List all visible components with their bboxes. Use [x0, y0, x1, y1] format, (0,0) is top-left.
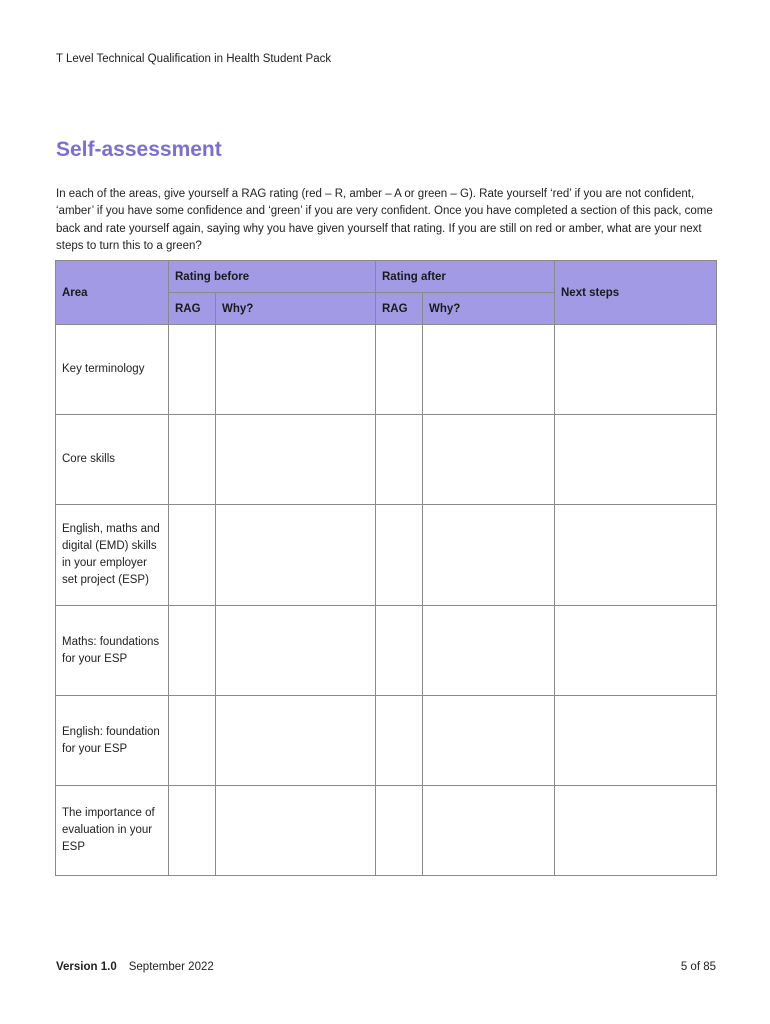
page-number: 5 of 85: [680, 961, 716, 973]
row-area-label: Key terminology: [56, 325, 169, 415]
next-steps-cell: [555, 786, 717, 876]
row-area-label: The importance of evaluation in your ESP: [56, 786, 169, 876]
row-area-label: Core skills: [56, 415, 169, 505]
why-after-cell: [423, 415, 555, 505]
why-before-cell: [216, 606, 376, 696]
header-rag-before: RAG: [169, 293, 216, 325]
header-rating-after: Rating after: [376, 261, 555, 293]
table-row: [56, 786, 717, 876]
rag-before-cell: [169, 415, 216, 505]
rag-after-cell: [376, 505, 423, 606]
self-assessment-table: [55, 260, 717, 876]
header-rag-after: RAG: [376, 293, 423, 325]
why-before-cell: [216, 696, 376, 786]
table-row: [56, 606, 717, 696]
row-area-label: English, maths and digital (EMD) skills in your employer set project (ESP): [56, 505, 169, 606]
rag-before-cell: [169, 606, 216, 696]
rag-before-cell: [169, 505, 216, 606]
footer-date: September 2022: [128, 961, 214, 973]
why-before-cell: [216, 325, 376, 415]
intro-paragraph: In each of the areas, give yourself a RAG rating (red – R, amber – A or green – G). Rate yourself ‘red’ if you are not confident, ‘amber’ if you have some confidence and ‘green’ if you are very confident. Once you have completed a section of this pack, come back and rate yourself again, saying why you have given yourself that rating. If you are still on red or amber, what are your next steps to turn this to a green?: [56, 188, 713, 252]
table-row: [56, 505, 717, 606]
page-footer: [56, 961, 716, 973]
header-why-after: Why?: [423, 293, 555, 325]
why-after-cell: [423, 505, 555, 606]
running-header: T Level Technical Qualification in Health Student Pack: [56, 53, 332, 65]
table-row: [56, 696, 717, 786]
why-after-cell: [423, 325, 555, 415]
rag-after-cell: [376, 606, 423, 696]
rag-before-cell: [169, 786, 216, 876]
rag-after-cell: [376, 696, 423, 786]
rag-before-cell: [169, 325, 216, 415]
next-steps-cell: [555, 606, 717, 696]
header-why-before: Why?: [216, 293, 376, 325]
next-steps-cell: [555, 325, 717, 415]
header-area: Area: [56, 261, 169, 325]
next-steps-cell: [555, 415, 717, 505]
rag-before-cell: [169, 696, 216, 786]
rag-after-cell: [376, 325, 423, 415]
table-row: [56, 325, 717, 415]
header-rating-before: Rating before: [169, 261, 376, 293]
rag-after-cell: [376, 415, 423, 505]
row-area-label: Maths: foundations for your ESP: [56, 606, 169, 696]
header-next-steps: Next steps: [555, 261, 717, 325]
next-steps-cell: [555, 696, 717, 786]
page-title: Self-assessment: [56, 138, 222, 161]
why-after-cell: [423, 606, 555, 696]
row-area-label: English: foundation for your ESP: [56, 696, 169, 786]
why-after-cell: [423, 696, 555, 786]
why-before-cell: [216, 786, 376, 876]
why-before-cell: [216, 415, 376, 505]
table-row: [56, 415, 717, 505]
why-before-cell: [216, 505, 376, 606]
rag-after-cell: [376, 786, 423, 876]
next-steps-cell: [555, 505, 717, 606]
footer-version: Version 1.0: [56, 961, 117, 973]
why-after-cell: [423, 786, 555, 876]
